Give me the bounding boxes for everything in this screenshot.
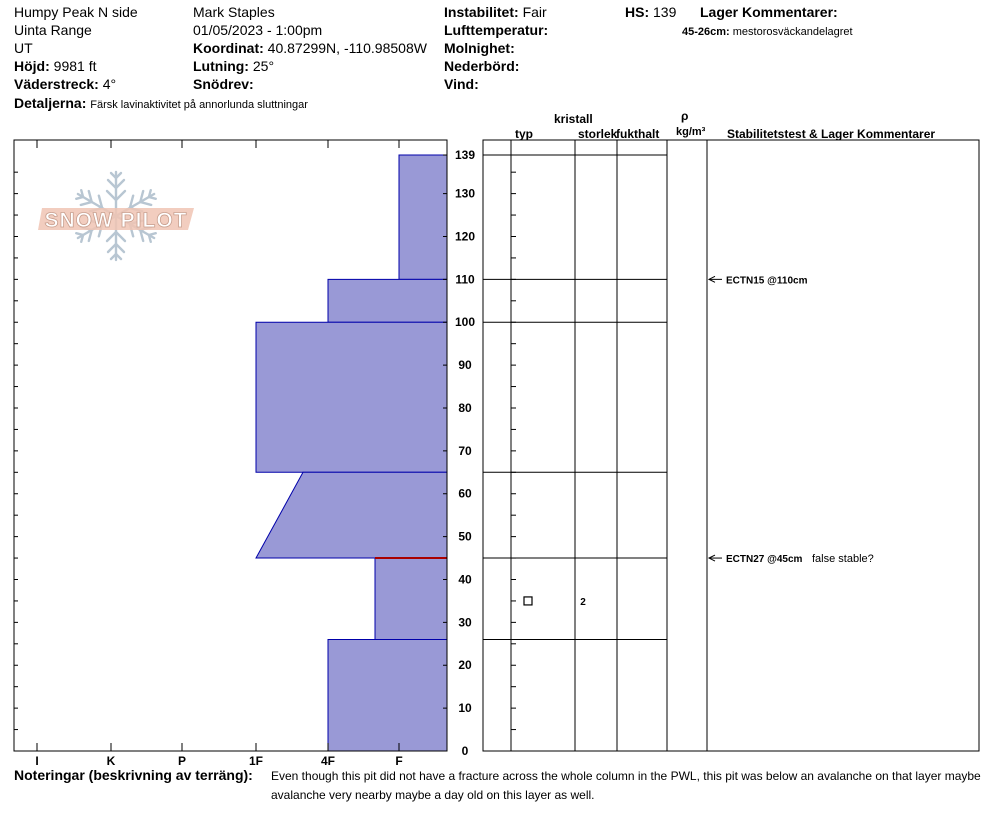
elevation-label: Höjd: [14, 58, 50, 74]
air-temperature-label: Lufttemperatur: [444, 22, 549, 38]
column-stability-header: Stabilitetstest & Lager Kommentarer [727, 127, 936, 141]
height-label-50: 50 [458, 529, 472, 544]
hardness-layer-4 [375, 558, 447, 639]
coordinates-label: Koordinat: [193, 40, 264, 56]
notes-line-1: Even though this pit did not have a fracture across the whole column in the PWL, this pit was below an avalanche on that layer maybe [271, 769, 981, 783]
details-label: Detaljerna: [14, 95, 87, 111]
snow-height-label: HS: [625, 4, 650, 20]
coordinates-value: 40.87299N, -110.98508W [267, 40, 427, 56]
aspect-label: Väderstreck: [14, 76, 99, 92]
height-label-40: 40 [458, 572, 472, 587]
observation-datetime: 01/05/2023 - 1:00pm [193, 22, 323, 38]
hardness-label-1F: 1F [248, 754, 264, 768]
hardness-label-I: I [35, 754, 39, 768]
height-label-20: 20 [458, 658, 472, 673]
hardness-label-4F: 4F [320, 754, 336, 768]
hardness-label-P: P [177, 754, 187, 768]
height-label-0: 0 [461, 744, 469, 758]
stability-test-comment-1: false stable? [812, 553, 874, 566]
drift-label: Snödrev: [193, 76, 254, 92]
layer-table-frame [483, 140, 979, 751]
notes-line-2: avalanche very nearby maybe a day old on this layer as well. [271, 788, 595, 802]
logo-text: SNOW PILOT [44, 209, 188, 232]
state: UT [14, 40, 33, 56]
hardness-layer-0 [399, 155, 447, 279]
column-type-header: typ [515, 127, 533, 141]
height-label-30: 30 [458, 615, 472, 630]
layer-comment-range: 45-26cm: [682, 26, 730, 38]
height-label-110: 110 [455, 272, 475, 287]
hardness-layer-3 [256, 472, 447, 558]
instability-value: Fair [522, 4, 547, 20]
stability-test-label-0: ECTN15 @110cm [726, 275, 808, 287]
column-density-unit: kg/m³ [676, 126, 706, 138]
precipitation-label: Nederbörd: [444, 58, 520, 74]
notes-label: Noteringar (beskrivning av terräng): [14, 767, 253, 783]
column-crystal-header: kristall [554, 112, 593, 126]
crystal-type-square [524, 597, 532, 605]
height-label-70: 70 [458, 443, 472, 458]
observer-name: Mark Staples [193, 4, 275, 20]
height-label-100: 100 [454, 315, 476, 330]
snow-height-value: 139 [653, 4, 677, 20]
mountain-range: Uinta Range [14, 22, 92, 38]
hardness-layer-2 [256, 322, 447, 472]
height-label-130: 130 [454, 186, 476, 201]
slope-value: 25° [252, 58, 275, 74]
height-label-10: 10 [458, 701, 472, 716]
column-moisture-header: fukthalt [616, 127, 660, 141]
height-label-60: 60 [458, 486, 472, 501]
height-label-80: 80 [458, 400, 472, 415]
hardness-layer-1 [328, 279, 447, 322]
layer-comment-text: mestorosväckandelagret [732, 26, 853, 38]
column-size-header: storlek [578, 127, 618, 141]
crystal-size-label: 2 [580, 596, 586, 608]
hardness-label-F: F [395, 754, 403, 768]
height-label-139: 139 [454, 148, 476, 163]
hardness-layer-5 [328, 640, 447, 751]
height-label-90: 90 [458, 358, 472, 373]
height-label-120: 120 [454, 229, 476, 244]
hardness-label-K: K [106, 754, 116, 768]
layer-comments-label: Lager Kommentarer: [700, 4, 838, 20]
details-value: Färsk lavinaktivitet på annorlunda sluttningar [90, 99, 308, 111]
location-name: Humpy Peak N side [14, 4, 138, 20]
aspect-value: 4° [102, 76, 117, 92]
slope-label: Lutning: [193, 58, 249, 74]
column-rho-header: ρ [681, 109, 689, 123]
stability-test-label-1: ECTN27 @45cm [726, 554, 803, 566]
wind-label: Vind: [444, 76, 479, 92]
clouds-label: Molnighet: [444, 40, 515, 56]
elevation-value: 9981 ft [53, 58, 97, 74]
instability-label: Instabilitet: [444, 4, 519, 20]
